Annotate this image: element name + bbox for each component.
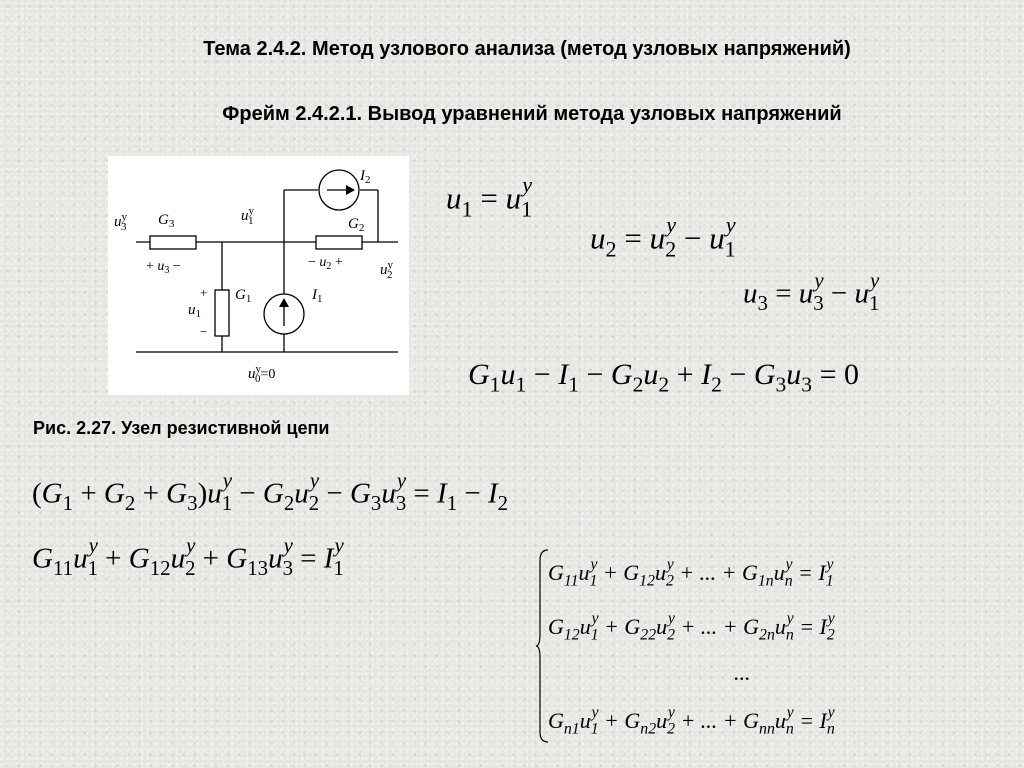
label-u1y: $u^y$ 1 — [241, 205, 254, 227]
label-G3: $G_3$ — [158, 212, 175, 230]
label-I1: $I_1$ — [312, 287, 323, 305]
figure-caption: Рис. 2.27. Узел резистивной цепи — [33, 418, 330, 438]
circuit-diagram — [108, 156, 409, 395]
label-u1: $u_1$ — [188, 302, 201, 320]
label-u2y: $u^y$ 2 — [380, 259, 393, 281]
equation-u2: $u_2 = u_2^y - u_1^y$ — [590, 212, 736, 262]
label-u3y: $u^y$ 3 — [114, 211, 127, 233]
equation-general: $G_{11}u_1^y + G_{12}u_2^y + G_{13}u_3^y = I_1^y$ — [32, 533, 344, 580]
system-row-ellipsis: ... — [734, 660, 751, 685]
label-G2: $G_2$ — [348, 216, 365, 234]
topic-heading: Тема 2.4.2. Метод узлового анализа (метод узловых напряжений) — [203, 38, 851, 60]
svg-text:+: + — [200, 285, 208, 300]
equation-kcl: $G_1u_1 - I_1 - G_2u_2 + I_2 - G_3u_3 = 0$ — [468, 358, 859, 397]
label-I2: $I_2$ — [360, 168, 371, 186]
system-row-2: $G_{12}u_1^y + G_{22}u_2^y$ + ... + $G_{2n}u_n^y = I_2^y$ — [548, 610, 835, 644]
label-u3: + $u_3$ − — [146, 259, 181, 276]
svg-text:−: − — [200, 324, 208, 339]
equation-system — [536, 548, 986, 744]
equation-sum: $(G_1 + G_2 + G_3)u_1^y - G_2u_2^y - G_3u_3^y = I_1 - I_2$ — [32, 468, 509, 515]
frame-heading: Фрейм 2.4.2.1. Вывод уравнений метода узловых напряжений — [222, 103, 842, 125]
equation-u3: $u_3 = u_3^y - u_1^y$ — [743, 268, 880, 315]
system-row-n: $G_{n1}u_1^y + G_{n2}u_2^y$ + ... + $G_{nn}u_n^y = I_n^y$ — [548, 704, 835, 738]
label-G1: $G_1$ — [235, 287, 252, 305]
label-u2: − $u_2$ + — [308, 255, 343, 272]
equation-u1: $u_1 = u_1^y$ — [446, 172, 533, 222]
label-u0y: $u^y$ 0=0 — [248, 363, 276, 385]
system-row-1: $G_{11}u_1^y + G_{12}u_2^y$ + ... + $G_{1n}u_n^y = I_1^y$ — [548, 556, 834, 590]
